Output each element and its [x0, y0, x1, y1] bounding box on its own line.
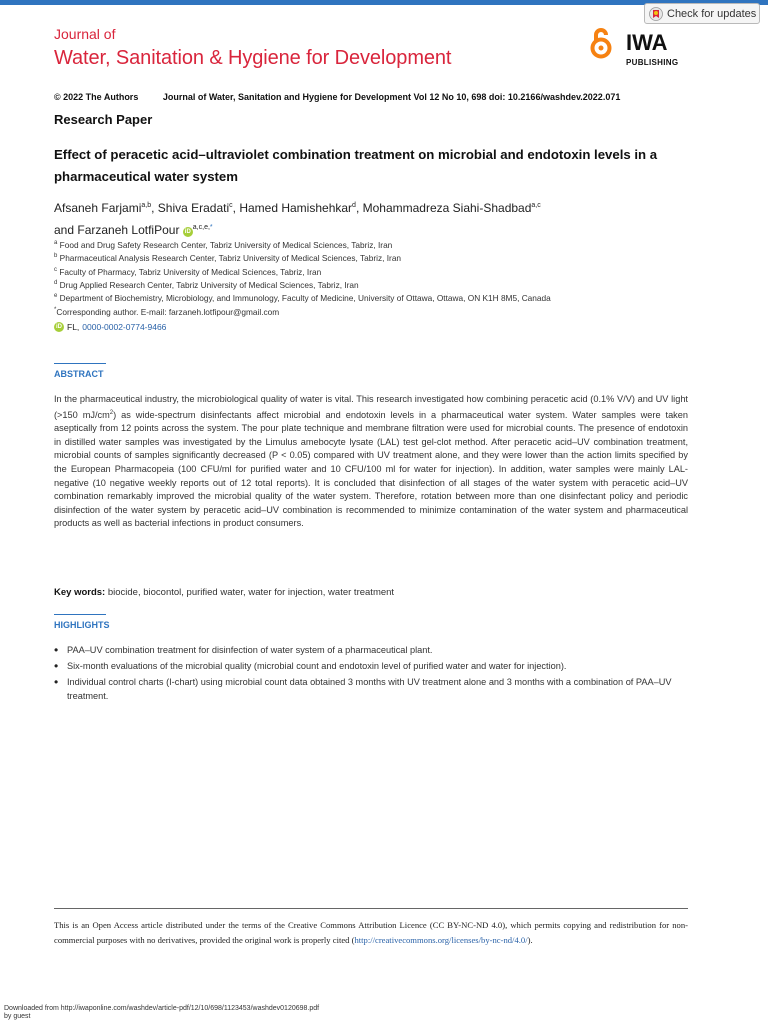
affiliation: $^b$ Pharmaceutical Analysis Research Center, Tabriz University of Medical Sciences, Tabriz, Iran	[54, 253, 402, 264]
author-name[interactable]: Hamed Hamishehkar	[239, 201, 353, 215]
orcid-link[interactable]: 0000-0002-0774-9466	[82, 322, 167, 332]
highlights-heading: HIGHLIGHTS	[54, 620, 110, 630]
copyright: © 2022 The Authors	[54, 92, 139, 102]
citation: Journal of Water, Sanitation and Hygiene for Development Vol 12 No 10, 698 doi: 10.2166/washdev.2022.071	[162, 92, 621, 102]
check-for-updates-icon	[649, 7, 663, 21]
download-by: by guest	[4, 1013, 31, 1020]
citation-line	[54, 92, 620, 102]
highlights-rule	[54, 614, 106, 615]
check-for-updates-button[interactable]	[644, 3, 760, 24]
author-list: Afsaneh Farjami$^{a,b}$, Shiva Eradati$^c$, Hamed Hamishehkar$^d$, Mohammadreza Siahi-Shadbad$^{a,c}$ and Farzaneh LotfiPour $iD^{a,c,e,*}$	[54, 201, 541, 237]
article-title: Effect of peracetic acid–ultraviolet combination treatment on microbial and endotoxin levels in a pharmaceutical water system	[54, 147, 658, 184]
iwa-publishing-logo	[588, 26, 688, 72]
corresponding-author-star: *	[209, 224, 213, 231]
affiliation: $^a$ Food and Drug Safety Research Center, Tabriz University of Medical Sciences, Tabriz, Iran	[54, 239, 393, 250]
footnote-rule	[54, 908, 688, 909]
author-name[interactable]: Farzaneh LotfiPour	[77, 223, 180, 237]
keywords-list: biocide, biocontol, purified water, water for injection, water treatment	[107, 587, 395, 598]
author-name[interactable]: Afsaneh Farjami	[54, 201, 142, 215]
orcid-line: iD FL, 0000-0002-0774-9466	[56, 322, 167, 332]
affiliation: $^c$ Faculty of Pharmacy, Tabriz University of Medical Sciences, Tabriz, Iran	[54, 266, 322, 277]
publishing-label: PUBLISHING	[626, 58, 679, 67]
affiliation: $^e$ Department of Biochemistry, Microbiology, and Immunology, Faculty of Medicine, University of Ottawa, Ottawa, ON K1H 8M5, Canada	[54, 293, 551, 304]
corresponding-author: *Corresponding author. E-mail: farzaneh.lotfipour@gmail.com	[54, 306, 280, 317]
open-access-icon	[588, 26, 688, 60]
author-name[interactable]: Shiva Eradati	[157, 201, 230, 215]
license-footnote: This is an Open Access article distributed under the terms of the Creative Commons Attribution Licence (CC BY-NC-ND 4.0), which permits copying and redistribution for non-commercial purposes with no derivatives, provided the original work is properly cited (http://creativecommons.org/licenses/by-nc-nd/4.0/).	[54, 920, 688, 945]
list-item: • Six-month evaluations of the microbial quality (microbial count and endotoxin level of purified water and water for injection).	[54, 659, 694, 673]
list-item: • PAA–UV combination treatment for disinfection of water system of a pharmaceutical plant.	[54, 643, 694, 657]
abstract-rule	[54, 363, 106, 364]
highlights-list	[54, 643, 694, 705]
author-name[interactable]: Mohammadreza Siahi-Shadbad	[362, 201, 532, 215]
orcid-icon[interactable]: iD	[184, 229, 191, 235]
license-link[interactable]: http://creativecommons.org/licenses/by-nc-nd/4.0/	[354, 935, 528, 945]
abstract-text: In the pharmaceutical industry, the microbiological quality of water is vital. This research investigated how combining peracetic acid (0.1% V/V) and UV light (>150 $mJ/cm^2$) as wide-spectrum disinfectants affect microbial and endotoxin levels in a pharmaceutical water system. Water samples were taken aseptically from 12 points across the system. The pour plate technique and membrane filtration were used for microbial counts. The presence of endotoxin in distilled water samples was investigated by the Limulus amebocyte lysate (LAL) test gel-clot method. After peracetic acid–UV combination treatment, microbial counts of samples significantly decreased (P < 0.05) compared with UV treatment alone, and they were lower than the action limits specified by the European Pharmacopeia (100 CFU/ml for purified water and 10 CFU/100 ml for water for injection). In addition, water samples were mainly LAL-negative (10 negative weekly reports out of 12 total reports). It is concluded that disinfection of all stages of the water system with peracetic acid–UV combination remarkably improved the microbial quality of the water system. Therefore, rotation between more than one disinfectant policy and periodic disinfection of the water system by peracetic acid–UV combination is recommended to minimize contamination of the water system and pharmaceutical products as well as bacterial infections in product consumers.	[54, 394, 688, 529]
journal-prefix: Journal of	[54, 26, 116, 42]
download-notice	[4, 1005, 319, 1021]
abstract-heading: ABSTRACT	[54, 369, 104, 379]
iwa-logo-text: IWA	[626, 30, 668, 55]
keywords	[54, 587, 394, 598]
affiliation: $^d$ Drug Applied Research Center, Tabriz University of Medical Sciences, Tabriz, Iran	[54, 279, 359, 290]
paper-type: Research Paper	[54, 112, 153, 127]
orcid-icon: iD	[56, 324, 62, 330]
keywords-label: Key words:	[54, 587, 106, 598]
download-url[interactable]: Downloaded from http://iwaponline.com/washdev/article-pdf/12/10/698/1123453/washdev0120698.pdf	[4, 1005, 320, 1012]
check-for-updates-label: Check for updates	[667, 7, 757, 20]
affiliations	[54, 238, 734, 318]
list-item: • Individual control charts (I-chart) using microbial count data obtained 3 months with UV treatment alone and 3 months with a combination of PAA–UV treatment.	[54, 675, 694, 703]
journal-title: Water, Sanitation & Hygiene for Development	[54, 47, 452, 69]
